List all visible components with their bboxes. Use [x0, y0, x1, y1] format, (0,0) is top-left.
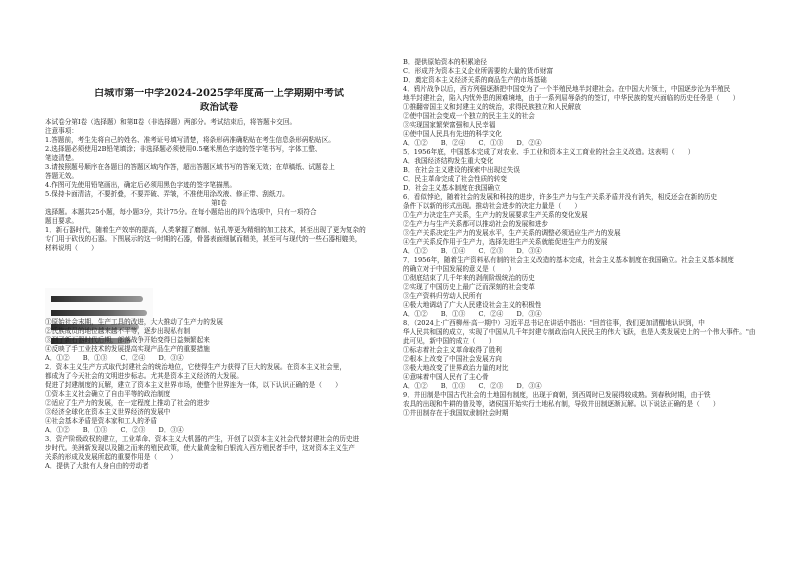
text-line: ③经济全球化在资本主义世界经济的发展中 [45, 408, 171, 416]
text-line: 9．井田制是中国古代社会的土地国有制度，出现于商朝，到西周时已发展得较成熟。到春秋时期，由于铁 [403, 391, 711, 399]
text-line: ①井田制存在于我国奴隶制社会时期 [403, 409, 509, 417]
text-line: 选择题。本题共25小题，每小题3分，共计75分。在每小题给出的四个选项中，只有一项符合 [45, 208, 317, 216]
text-line: 本试卷分第Ⅰ卷（选择题）和第Ⅱ卷（非选择题）两部分。考试结束后，将答题卡交回。 [45, 118, 297, 126]
text-line: B．在社会主义建设的探索中出现过失误 [403, 166, 520, 174]
text-line: ③生产资料归劳动人民所有 [403, 292, 483, 300]
text-line: 条件下以新的形式出现。推动社会进步的决定力量是（ ） [403, 202, 582, 210]
text-line: 4．鸦片战争以后，西方列强逐渐把中国变为了一个半殖民地半封建社会。在中国大片领土，中国逐步沦为半殖民 [403, 85, 731, 93]
text-line: 此可见，新中国的成立（ ） [403, 337, 496, 345]
text-line: 关系的形成及发展所起的重要作用是（ ） [45, 453, 177, 461]
answer-options: A．①② B．①③ C．②④ D．③④ [403, 310, 542, 318]
text-line: 2.选择题必须使用2B铅笔填涂；非选择题必须使用0.5毫米黑色字迹的签字笔书写，字体工整、 [45, 145, 322, 153]
text-line: 8．（2024上·广西柳州·高一期中）习近平总书记在讲话中指出："回首往事，我们更加清醒地认识到，中 [403, 319, 705, 327]
text-line: ③实现国家繁荣富强和人民幸福 [403, 121, 496, 129]
text-line: 材料说明（ ） [45, 244, 98, 252]
text-line: ④极大地调动了广大人民建设社会主义的积极性 [403, 301, 542, 309]
text-line: ①标志着社会主义革命取得了胜利 [403, 346, 502, 354]
text-line: 1．新石器时代，随着生产效率的提高，人类掌握了磨制、钻孔等更为精细的加工技术，甚至出现了更为复杂的 [45, 226, 366, 234]
text-line: 华人民共和国的成立，实现了中国从几千年封建专制政治向人民民主的伟大飞跃，也是人类发展史上的一个伟大事件。"由 [403, 328, 756, 336]
section-heading: 第Ⅰ卷 [211, 199, 227, 207]
text-line: 5.保持卡面清洁，不要折叠，不要弄破、弄皱，不准使用涂改液、修正带、刮纸刀。 [45, 190, 289, 198]
text-line: ①资本主义社会确立了自由平等的政治制度 [45, 390, 171, 398]
text-line: ①原始社会末期，生产工具的改进，大大推动了生产力的发展 [45, 318, 224, 326]
text-line: C．形成并为资本主义企业所需要的大量的货币财富 [403, 67, 554, 75]
page-title: 白城市第一中学2024-2025学年度高一上学期期中考试 [94, 88, 344, 99]
text-line: B．提供原始资本的积累途径 [403, 58, 487, 66]
text-line: C．民主革命完成了社会性质的转变 [403, 175, 507, 183]
text-line: 专门用于砍伐的石器。下图展示的这一时期的石器，骨器表面细腻而精美，甚至可与现代的一些石器相媲美， [45, 235, 362, 243]
text-line: 3.请按照题号顺序在各题目的答题区域内作答，超出答题区域书写的答案无效；在草稿纸、试题卷上 [45, 163, 335, 171]
text-line: 3．资产阶级政权的建立，工业革命、资本主义大机器的产生，开创了以资本主义社会代替封建社会的历史进 [45, 435, 360, 443]
text-line: 6．看似悖论，随着社会的发展和科技的进步，许多生产力与生产关系矛盾并没有消失，相反还会在新的历史 [403, 193, 718, 201]
text-line: 的确立对于中国发展的意义是（ ） [403, 265, 516, 273]
text-line: ④意味着中国人民有了主心骨 [403, 373, 489, 381]
text-line: ②使中国社会变成一个独立的民主主义的社会 [403, 112, 535, 120]
text-line: ①生产力决定生产关系，生产力的发展要求生产关系的变化发展 [403, 211, 588, 219]
text-line: ③到了新石器时代后期，部落战争开始变得日益频繁起来 [45, 336, 210, 344]
page-subtitle: 政治试卷 [199, 102, 238, 113]
text-line: D．社会主义基本制度在我国确立 [403, 184, 501, 192]
text-line: ①推翻帝国主义和封建主义的统治，求得民族独立和人民解放 [403, 103, 582, 111]
text-line: ②氏族成员的地位越来越不平等，逐步出现私有制 [45, 327, 191, 335]
text-line: ②生产力与生产关系都可以推动社会的发展和进步 [403, 220, 549, 228]
text-line: ④反映了手工业技术的发展提高实现产品生产的重要措施 [45, 345, 210, 353]
text-line: 1.答题前，考生先将自己的姓名、准考证号填写清楚，将条形码准确粘贴在考生信息条形码粘贴区。 [45, 136, 335, 144]
text-line: 注意事项： [45, 127, 78, 135]
text-line: ④社会基本矛盾是资本家和工人的矛盾 [45, 417, 158, 425]
text-line: 5．1956年底，中国基本完成了对农业、手工业和资本主义工商业的社会主义改造。这表明（ ） [403, 148, 695, 156]
text-line: ③生产关系决定生产力的发展水平，生产关系的调整必须适应生产力的发展 [403, 229, 621, 237]
text-line: 笔迹清楚。 [45, 154, 78, 162]
text-line: ②实现了中国历史上最广泛而深刻的社会变革 [403, 283, 535, 291]
text-line: A．我国经济结构发生重大变化 [403, 157, 494, 165]
text-line: 都成为了今天社会的文明进步标志。尤其是资本主义经济的大发展。 [45, 372, 243, 380]
text-line: 题目要求。 [45, 217, 78, 225]
text-line: 7．1956年，随着生产资料私有制的社会主义改造的基本完成，社会主义基本制度在我国确立。社会主义基本制度 [403, 256, 734, 264]
text-line: ①彻底结束了几千年来的剥削阶级统治的历史 [403, 274, 535, 282]
answer-options: A．①② B．②④ C．①③ D．②④ [403, 139, 542, 147]
text-line: D．奠定资本主义经济关系的商品生产的市场基础 [403, 76, 547, 84]
text-line: ②适应了生产力的发展，在一定程度上推动了社会的进步 [45, 399, 210, 407]
text-line: ④生产关系反作用于生产力，选择先进生产关系就能促进生产力的发展 [403, 238, 608, 246]
text-line: 步时代。美洲新发现以及随之而来的殖民政策，使大量黄金和白银流入西方殖民者手中，这对资本主义生产 [45, 444, 355, 452]
text-line: ④使中国人民具有先进的科学文化 [403, 130, 502, 138]
text-line: 4.作图可先使用铅笔画出，确定后必须用黑色字迹的签字笔描黑。 [45, 181, 236, 189]
text-line: 农具的出现和牛耕的普及等，诸侯国开始实行土地私有制，导致井田制逐渐瓦解。以下说法正确的是（ ） [403, 400, 720, 408]
text-line: 2．资本主义生产方式取代封建社会的统治地位，它使得生产力获得了巨大的发展。在资本主义社会里， [45, 363, 346, 371]
text-line: ②根本上改变了中国社会发展方向 [403, 355, 502, 363]
text-line: 地半封建社会，陷入内忧外患的困难境地，由于一系列屈辱条约的签订，中华民族的复兴面临的历史任务是（ ） [403, 94, 740, 102]
text-line: A．提供了大批有人身自由的劳动者 [45, 462, 149, 470]
text-line: ③极大地改变了世界政治力量的对比 [403, 364, 509, 372]
text-line: 促进了封建制度的瓦解，建立了资本主义世界市场，使整个世界连为一体，以下认识正确的是（ ） [45, 381, 342, 389]
text-line: 答题无效。 [45, 172, 78, 180]
answer-options: A．①② B．①③ C．②③ D．③④ [45, 426, 184, 434]
answer-options: A．①② B．①③ C．②③ D．③④ [403, 382, 542, 390]
answer-options: A．①② B．①③ C．②④ D．③④ [45, 354, 184, 362]
answer-options: A．①② B．①④ C．②③ D．③④ [403, 247, 542, 255]
